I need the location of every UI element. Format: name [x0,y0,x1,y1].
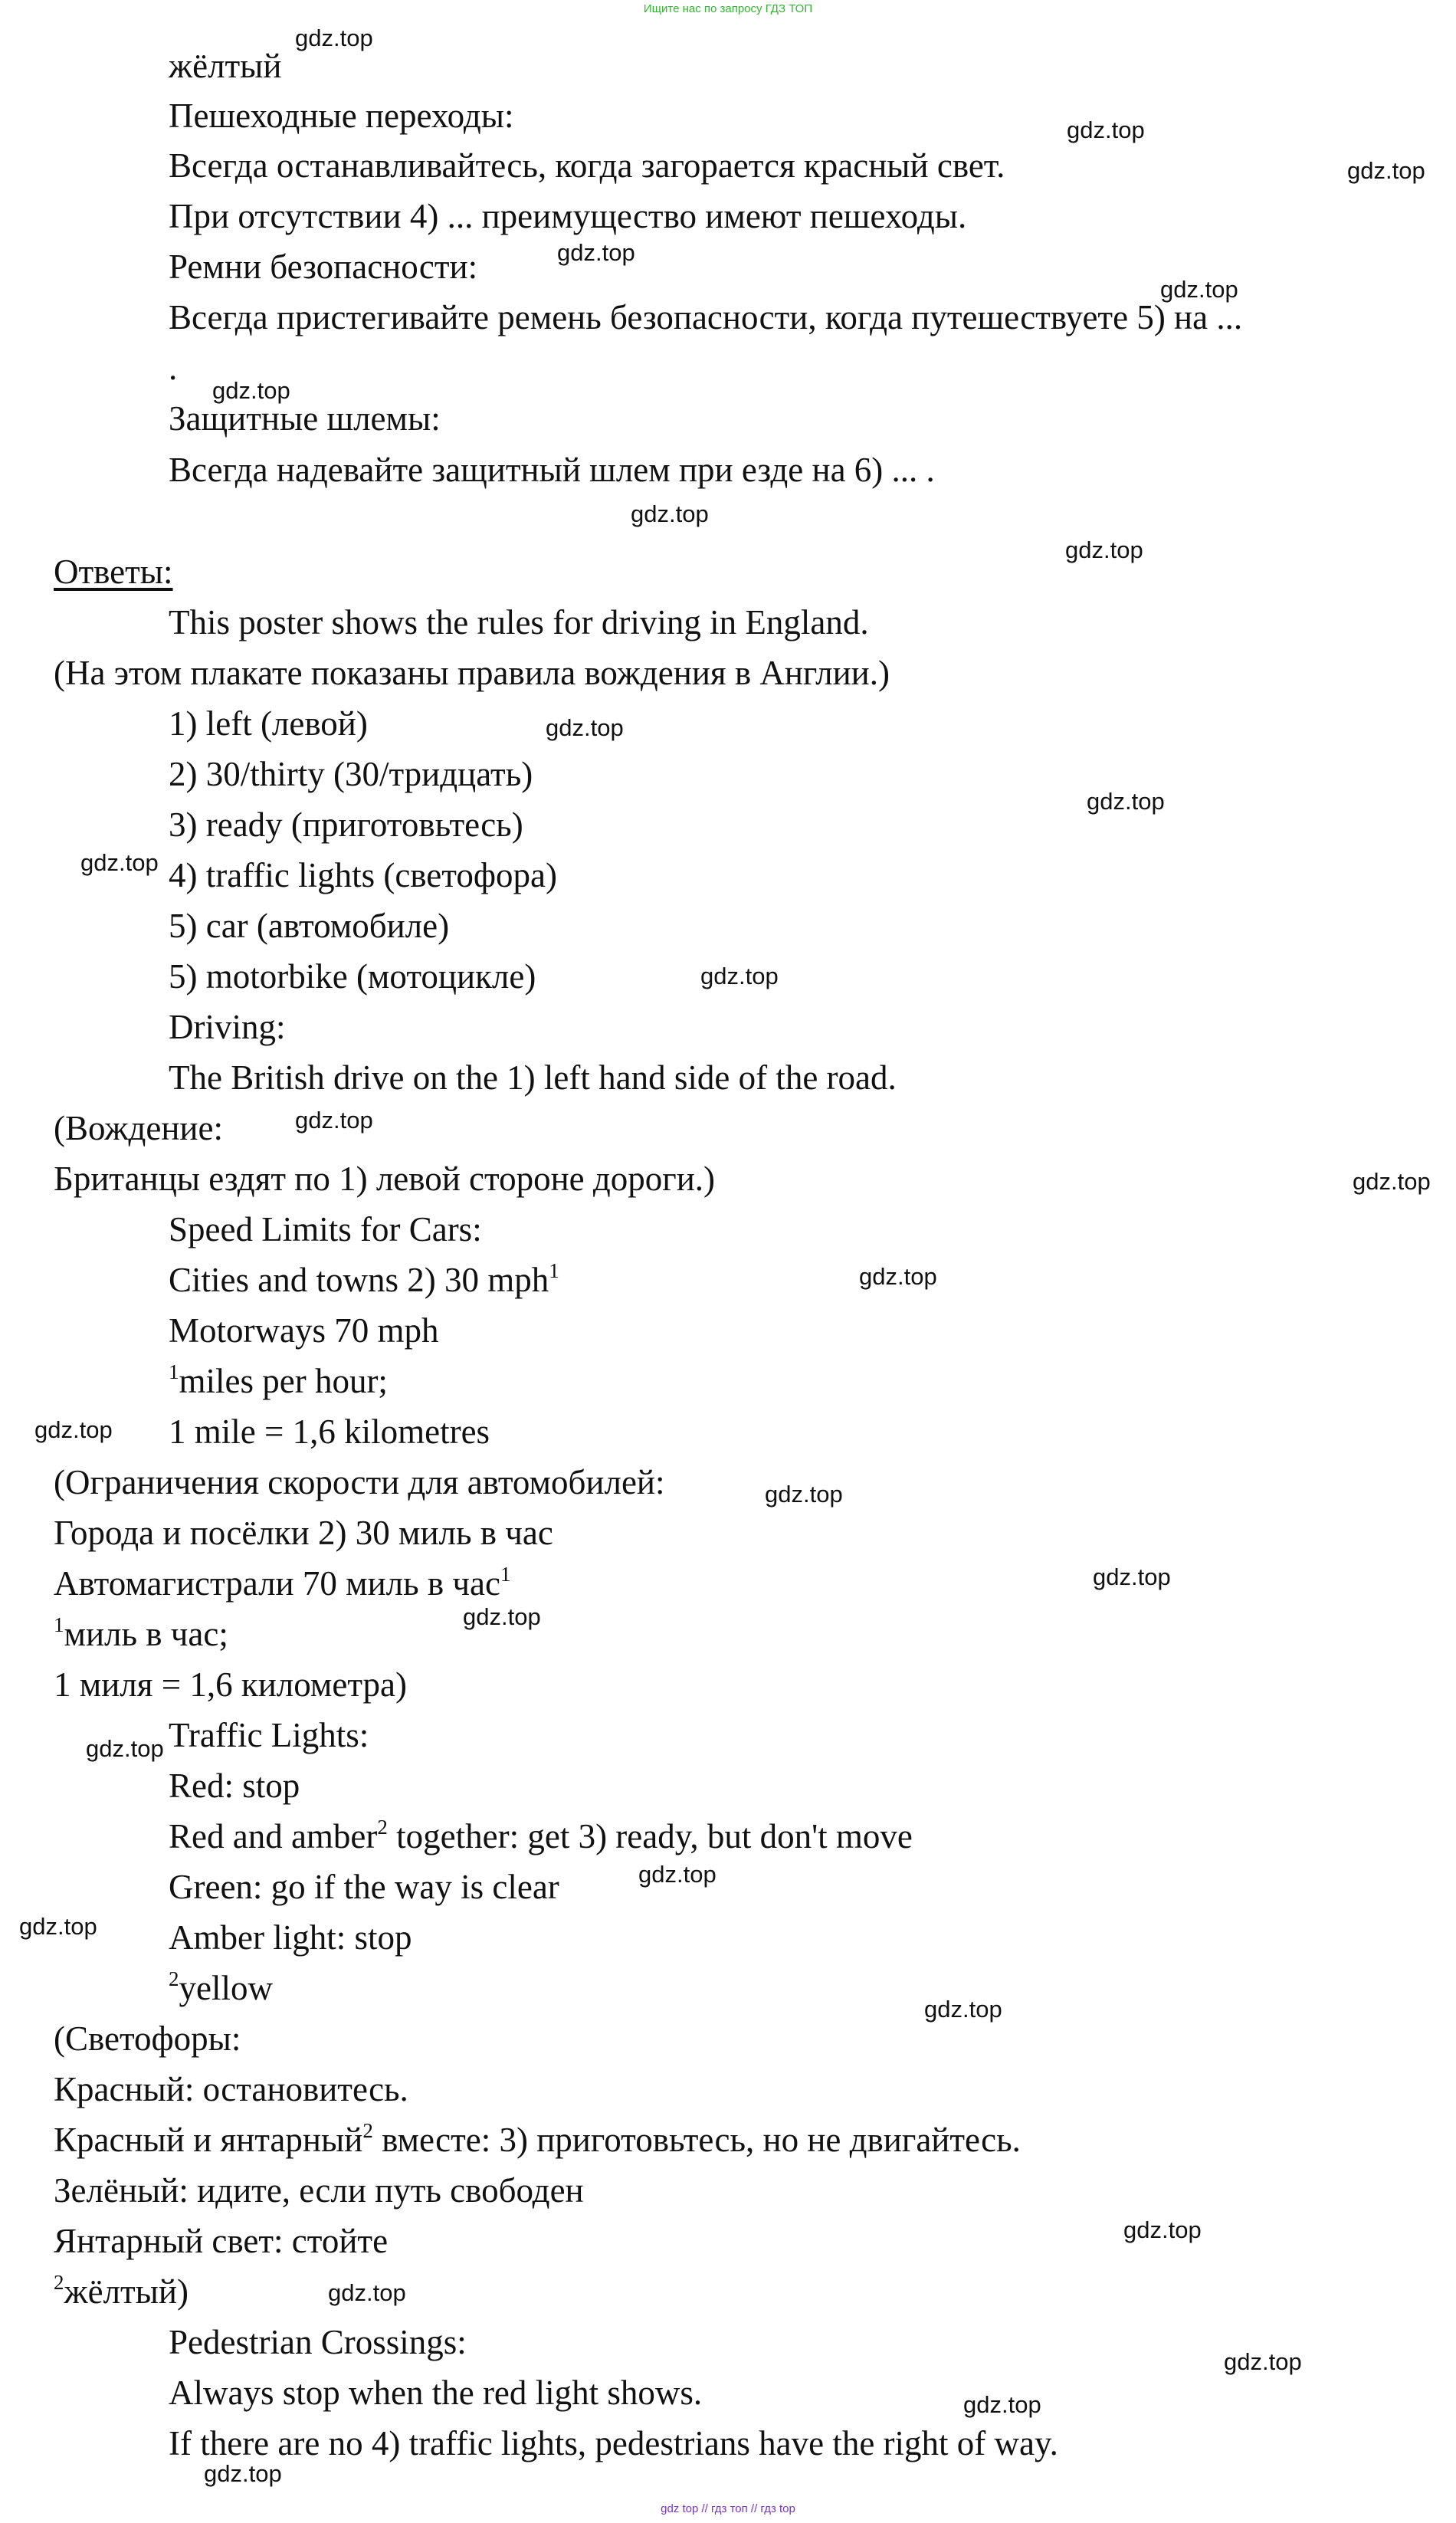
text-line: Motorways 70 mph [169,1311,439,1350]
text-line: The British drive on the 1) left hand side of the road. [169,1058,897,1097]
text-segment: yellow [179,1969,273,2007]
text-line: Всегда надевайте защитный шлем при езде на 6) ... . [169,451,935,489]
text-line [169,1258,559,1301]
answers-heading: Ответы: [54,553,173,591]
footnote-mark: 2 [377,1816,388,1839]
watermark: gdz.top [1347,157,1425,184]
watermark: gdz.top [1065,536,1143,563]
watermark: gdz.top [546,714,624,741]
watermark: gdz.top [86,1735,164,1762]
text-line: (Светофоры: [54,2019,241,2058]
answer-item: 4) traffic lights (светофора) [169,856,557,894]
text-line: Британцы ездят по 1) левой стороне дороги.) [54,1160,716,1198]
watermark: gdz.top [700,963,779,989]
watermark: gdz.top [924,1996,1002,2023]
footnote-line [54,1613,228,1655]
watermark: gdz.top [765,1481,843,1508]
text-line: Ремни безопасности: [169,248,478,286]
footnote-mark: 2 [169,1967,179,1990]
text-line: Pedestrian Crossings: [169,2323,467,2361]
text-line: (Ограничения скорости для автомобилей: [54,1463,665,1501]
text-line [54,2118,1021,2161]
text-line: Always stop when the red light shows. [169,2374,703,2412]
text-line: Всегда останавливайтесь, когда загорается красный свет. [169,146,1005,185]
footnote-mark: 1 [169,1360,179,1383]
footnote-line [54,2270,189,2313]
text-line: Amber light: stop [169,1918,412,1957]
footnote-line [169,1967,273,2010]
text-segment: Автомагистрали 70 миль в час [54,1564,500,1603]
watermark: gdz.top [1067,116,1145,143]
text-line: Driving: [169,1008,286,1046]
answer-item: 3) ready (приготовьтесь) [169,805,523,844]
watermark: gdz.top [295,1107,373,1134]
answer-item: 5) car (автомобиле) [169,907,450,945]
watermark: gdz.top [204,2460,282,2487]
text-line: If there are no 4) traffic lights, pedestrians have the right of way. [169,2424,1058,2462]
text-line: (Вождение: [54,1109,223,1147]
text-line: 1 миля = 1,6 километра) [54,1665,408,1704]
watermark: gdz.top [212,377,290,404]
text-segment: together: get 3) ready, but don't move [387,1817,913,1855]
text-segment: вместе: 3) приготовьтесь, но не двигайтесь. [372,2121,1021,2159]
watermark: gdz.top [80,849,159,876]
text-line: Пешеходные переходы: [169,97,514,135]
text-segment: жёлтый) [64,2272,189,2311]
text-line: Красный: остановитесь. [54,2070,408,2108]
watermark: gdz.top [1160,276,1238,303]
text-line: . [169,349,178,387]
text-line: This poster shows the rules for driving in England. [169,603,869,641]
footnote-mark: 1 [549,1259,559,1282]
watermark: gdz.top [1093,1563,1171,1590]
watermark: gdz.top [859,1263,937,1290]
text-line: Green: go if the way is clear [169,1868,559,1906]
text-segment: миль в час; [64,1615,228,1653]
text-segment: Cities and towns 2) 30 mph [169,1261,549,1299]
text-line: 1 mile = 1,6 kilometres [169,1412,490,1451]
watermark: gdz.top [1087,788,1165,815]
bottom-banner: gdz top // гдз топ // гдз top [661,2502,795,2515]
top-search-banner: Ищите нас по запросу ГДЗ ТОП [643,2,813,15]
footnote-mark: 1 [500,1563,511,1586]
answer-item: 2) 30/thirty (30/тридцать) [169,755,533,793]
watermark: gdz.top [631,500,709,527]
text-segment: Красный и янтарный [54,2121,363,2159]
text-line: Red: stop [169,1767,300,1805]
footnote-mark: 2 [362,2119,373,2142]
text-line [169,1815,913,1858]
text-line: Speed Limits for Cars: [169,1210,482,1248]
watermark: gdz.top [1224,2348,1302,2375]
watermark: gdz.top [19,1913,97,1940]
text-line: (На этом плакате показаны правила вождения в Англии.) [54,654,890,692]
watermark: gdz.top [295,25,373,51]
footnote-mark: 1 [54,1613,64,1636]
text-line: При отсутствии 4) ... преимущество имеют пешеходы. [169,197,967,235]
watermark: gdz.top [963,2391,1041,2418]
watermark: gdz.top [557,239,635,266]
text-segment: miles per hour; [179,1362,388,1400]
watermark: gdz.top [328,2279,406,2306]
watermark: gdz.top [1123,2216,1202,2243]
watermark: gdz.top [34,1416,113,1443]
text-line: Всегда пристегивайте ремень безопасности, когда путешествуете 5) на ... [169,298,1243,336]
text-segment: Red and amber [169,1817,378,1855]
text-line: Зелёный: идите, если путь свободен [54,2171,584,2210]
watermark: gdz.top [638,1861,717,1888]
footnote-mark: 2 [54,2271,64,2294]
text-line: жёлтый [169,47,282,85]
text-line [54,1562,510,1605]
watermark: gdz.top [1353,1168,1431,1195]
answer-item: 5) motorbike (мотоцикле) [169,957,536,996]
watermark: gdz.top [463,1603,541,1630]
text-line: Города и посёлки 2) 30 миль в час [54,1514,553,1552]
footnote-line [169,1360,388,1403]
answer-item: 1) left (левой) [169,704,368,743]
text-line: Traffic Lights: [169,1716,369,1754]
text-line: Янтарный свет: стойте [54,2222,389,2260]
text-line: Защитные шлемы: [169,399,441,438]
